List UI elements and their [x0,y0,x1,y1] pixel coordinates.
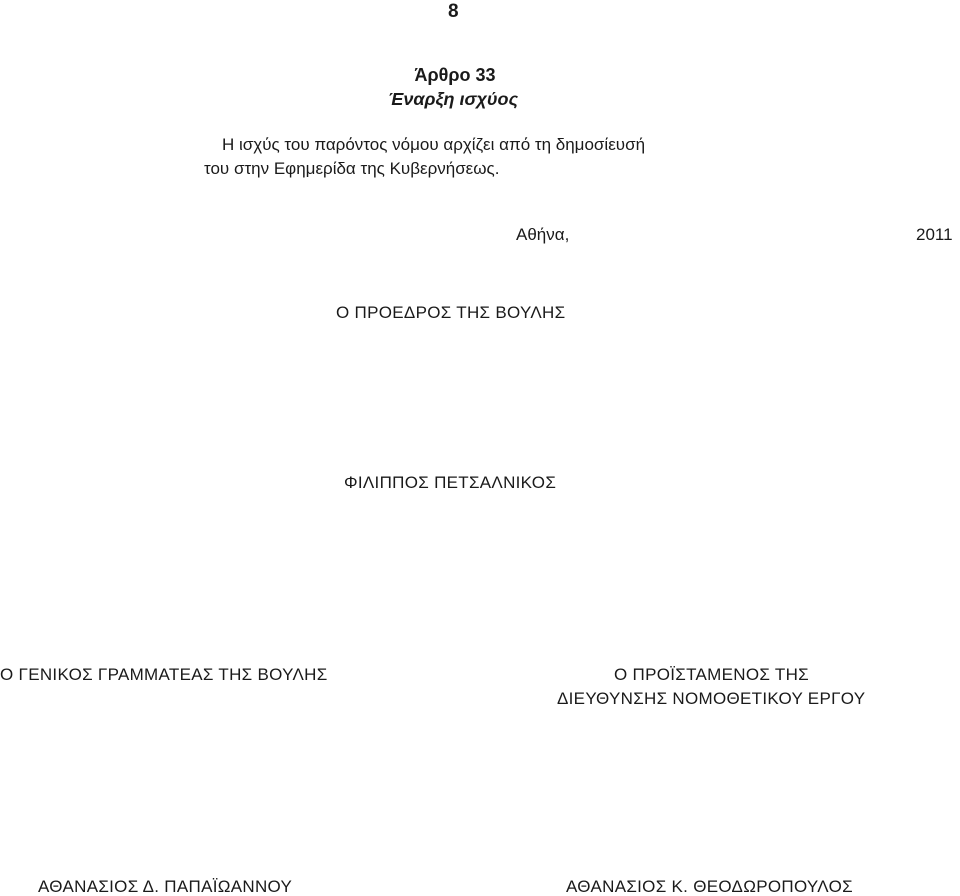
speaker-title: Ο ΠΡΟΕΔΡΟΣ ΤΗΣ ΒΟΥΛΗΣ [336,303,566,322]
article-text-line-2: του στην Εφημερίδα της Κυβερνήσεως. [204,159,500,178]
article-subtitle: Έναρξη ισχύος [388,89,519,109]
date-place: Αθήνα, [516,225,570,244]
article-title: Άρθρο 33 [414,65,496,85]
director-title-line-1: Ο ΠΡΟΪΣΤΑΜΕΝΟΣ ΤΗΣ [614,665,809,684]
speaker-name: ΦΙΛΙΠΠΟΣ ΠΕΤΣΑΛΝΙΚΟΣ [344,473,557,492]
article-text-line-1: Η ισχύς του παρόντος νόμου αρχίζει από τη δημοσίευσή [222,135,646,154]
director-name: ΑΘΑΝΑΣΙΟΣ Κ. ΘΕΟΔΩΡΟΠΟΥΛΟΣ [566,877,853,896]
secretary-general-name: ΑΘΑΝΑΣΙΟΣ Δ. ΠΑΠΑΪΩΑΝΝΟΥ [38,877,293,896]
date-year: 2011 [916,225,953,244]
secretary-general-title: Ο ΓΕΝΙΚΟΣ ΓΡΑΜΜΑΤΕΑΣ ΤΗΣ ΒΟΥΛΗΣ [0,665,328,684]
director-title-line-2: ΔΙΕΥΘΥΝΣΗΣ ΝΟΜΟΘΕΤΙΚΟΥ ΕΡΓΟΥ [557,689,866,708]
page-number: 8 [448,1,459,22]
